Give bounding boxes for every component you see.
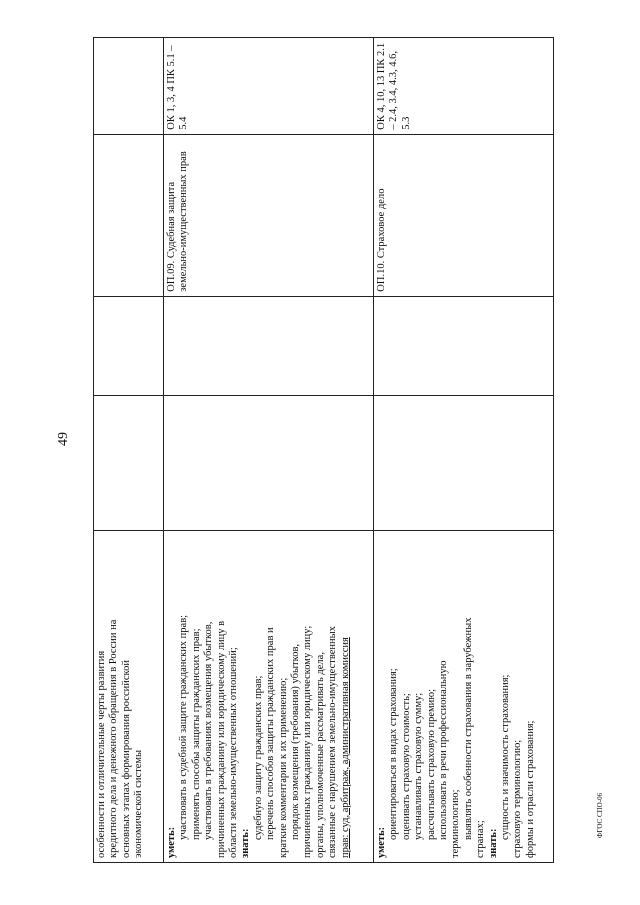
footer-label: ФГОС СПО-06 [596, 792, 604, 838]
rotated-table-container [93, 37, 553, 863]
text-line: прав: суд, арбитраж, административная комиссия [339, 637, 351, 858]
text-line: порядок возмещения (требования) убытков, [290, 643, 302, 840]
text-line: страховую терминологию; [512, 739, 524, 858]
table-row [374, 38, 554, 863]
table-row [164, 38, 374, 863]
empty-cell [374, 296, 554, 395]
empty-cell [94, 296, 164, 395]
competency-cell: ОК 1, 3, 4 ПК 5.1 – 5.4 [164, 38, 374, 135]
competency-table [93, 37, 554, 863]
text-line: основных этапах формирования российской [120, 660, 132, 858]
text-line: участвовать в требованиях возмещения убытков, [203, 621, 215, 840]
text-line: применять способы защиты гражданских прав; [190, 628, 202, 840]
znat-heading: знать: [487, 828, 499, 858]
text-line: устанавливать страховую сумму; [413, 692, 425, 840]
text-line: странах; [475, 820, 487, 858]
table-row [94, 38, 164, 863]
competency-cell [94, 38, 164, 135]
empty-cell [94, 395, 164, 531]
text-line: использовать в речи профессиональную [438, 660, 450, 840]
discipline-cell: ОП.09. Судебная защита земельно-имущественных прав [164, 134, 374, 296]
text-line: особенности и отличительные черты развития [96, 650, 107, 858]
text-line: рассчитывать страховую премию; [425, 688, 437, 840]
text-line: кредитного дела и денежного обращения в России на [108, 619, 120, 858]
skills-knowledge-cell [164, 531, 374, 863]
umet-heading: уметь: [166, 826, 177, 858]
text-line: выявлять особенности страхования в зарубежных [462, 617, 474, 840]
text-line: причиненных гражданину или юридическому лицу; [302, 625, 314, 858]
empty-cell [374, 395, 554, 531]
text-line: перечень способов защиты гражданских прав и [265, 627, 277, 840]
text-line: органы, уполномоченные рассматривать дела, [314, 652, 326, 858]
text-line: ориентироваться в видах страхования; [388, 668, 400, 840]
text-line: области земельно-имущественных отношений; [228, 647, 240, 858]
empty-cell [164, 296, 374, 395]
discipline-cell [94, 134, 164, 296]
text-line: сущность и значимость страхования; [500, 674, 512, 840]
competency-cell: ОК 4, 10, 13 ПК 2.1 – 2.4, 3.4, 4.3, 4.6, 5.3 [374, 38, 554, 135]
text-line: связанные с нарушением земельно-имущественных [327, 626, 339, 858]
umet-heading: уметь: [376, 826, 387, 858]
page-number: 49 [56, 432, 71, 446]
empty-cell [164, 395, 374, 531]
text-line: участвовать в судебной защите гражданских прав; [178, 614, 190, 840]
text-line: оценивать страховую стоимость; [400, 693, 412, 840]
discipline-cell: ОП.10. Страховое дело [374, 134, 554, 296]
text-line: экономической системы [133, 749, 145, 858]
skills-knowledge-cell [374, 531, 554, 863]
text-line: краткие комментарии к их применению; [277, 677, 289, 858]
text-line: терминологию; [450, 789, 462, 858]
text-line: судебную защиту гражданских прав; [252, 675, 264, 840]
knowledge-cell [94, 531, 164, 863]
znat-heading: знать: [240, 828, 252, 858]
text-line: формы и отрасли страхования; [524, 720, 536, 858]
text-line: причиненных гражданину или юридическому лицу в [215, 620, 227, 858]
